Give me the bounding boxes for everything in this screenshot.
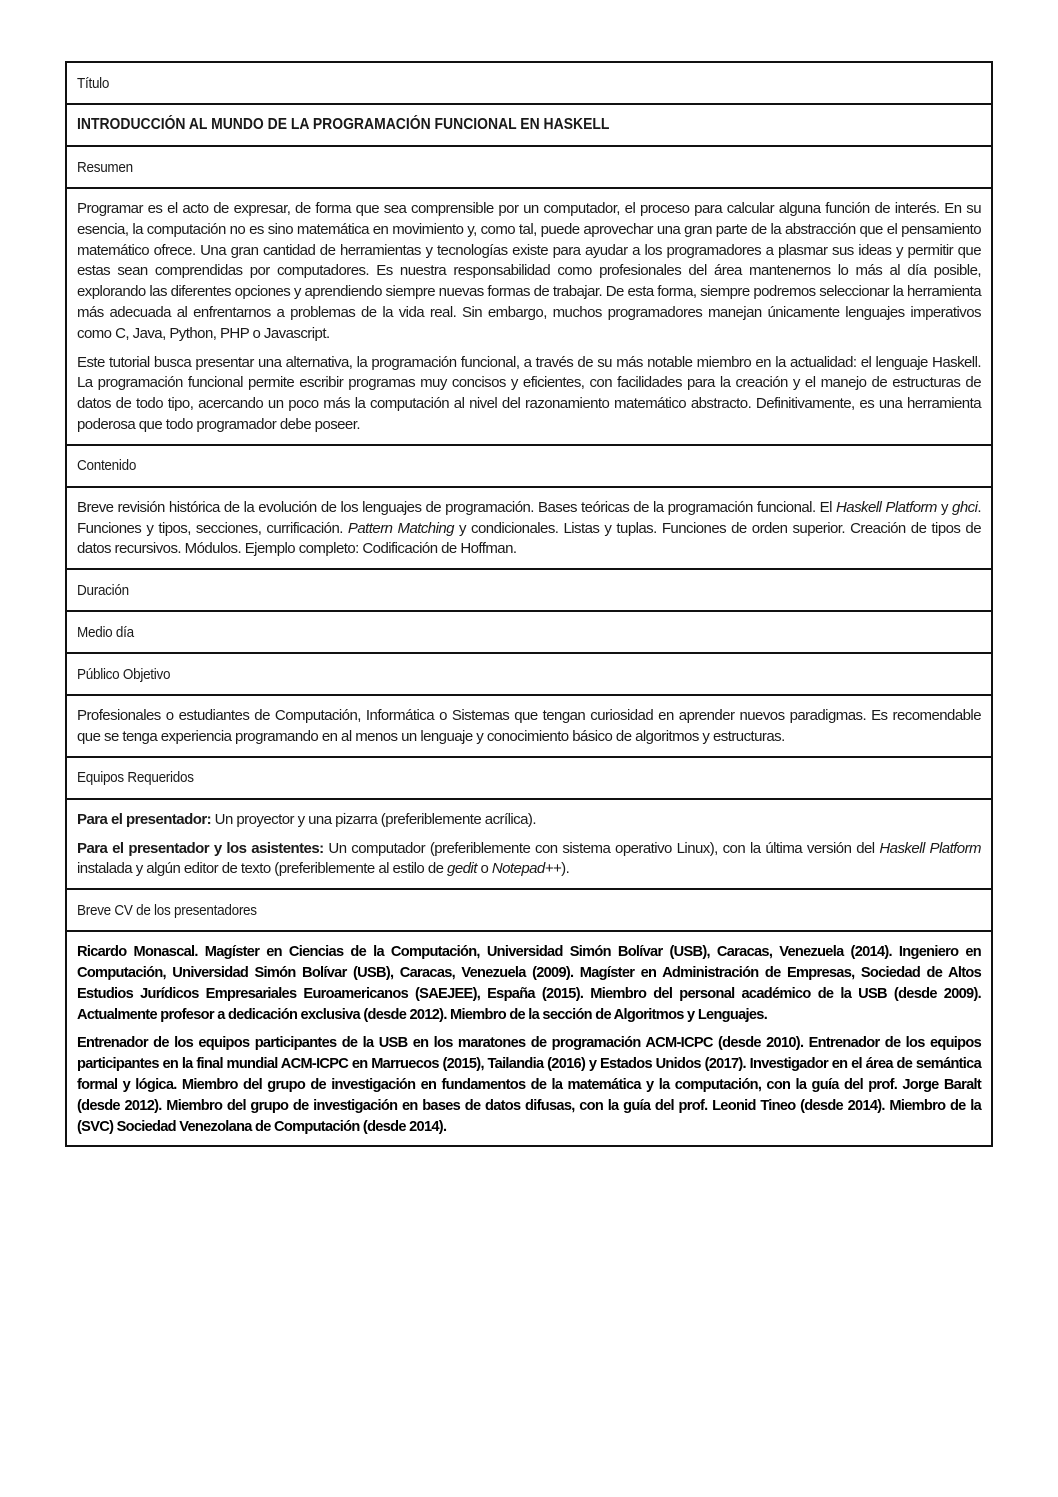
resumen-label: Resumen — [77, 158, 133, 176]
cv-paragraph: Entrenador de los equipos participantes de la USB en los maratones de programación ACM-ICPC (desde 2010). Entrenador de los equipos participantes en la final mundial ACM-ICPC en Marruecos (2015), Tailandia (2016) y Estados Unidos (2017). Investigador en el área de semántica formal y lógica. Miembro del grupo de investigación en fundamentos de la matemática y la computación, con la guía del prof. Jorge Baralt (desde 2012). Miembro del grupo de investigación en bases de datos difusas, con la guía del prof. Leonid Tineo (desde 2014). Miembro de la (SVC) Sociedad Venezolana de Computación (desde 2014). — [77, 1035, 981, 1135]
italic-term: gedit — [447, 860, 477, 878]
resumen-body — [67, 189, 991, 446]
contenido-body — [67, 488, 991, 570]
text-segment: y — [936, 498, 953, 516]
presenter-name: Ricardo Monascal — [77, 944, 195, 961]
bold-label: Para el presentador: — [77, 810, 212, 828]
italic-term: Haskell Platform — [879, 839, 981, 857]
text-segment: ). — [561, 860, 570, 878]
proposal-form-table — [65, 61, 993, 1147]
italic-term: Notepad++ — [491, 860, 562, 878]
titulo-label: Título — [77, 74, 110, 92]
italic-term: Pattern Matching — [347, 519, 454, 537]
text-segment: . Magíster en Ciencias de la Computación, Universidad Simón Bolívar (USB), Caracas, Venezuela (2014). Ingeniero en Computación, Universidad Simón Bolívar (USB), Caracas, Venezuela (2009). Magíster en Administración de Empresas, Sociedad de Altos Estudios Jurídicos Empresariales Euroamericanos (SAEJEE), España (2015). Miembro del personal académico de la USB (desde 2009). Actualmente profesor a dedicación exclusiva (desde 2012). Miembro de la sección de Algoritmos y Lenguajes. — [77, 944, 981, 1023]
equipos-asistentes — [77, 839, 981, 881]
cv-paragraph — [77, 942, 981, 1025]
duracion-label: Duración — [77, 581, 129, 599]
text-segment: o — [476, 860, 492, 878]
text-segment: y condicionales. Listas y tuplas. Funciones de orden superior. Creación de tipos de datos recursivos. Módulos. Ejemplo completo: Codificación de Hoffman. — [77, 519, 981, 558]
italic-term: Haskell Platform — [836, 498, 937, 516]
duracion-value-row — [67, 612, 991, 654]
bold-label: Para el presentador y los asistentes: — [77, 839, 324, 857]
publico-body — [67, 696, 991, 758]
resumen-label-row — [67, 147, 991, 189]
resumen-paragraph: Programar es el acto de expresar, de forma que sea comprensible por un computador, el proceso para calcular alguna función de interés. En su esencia, la computación no es sino matemática en movimiento y, como tal, puede aprovechar una gran parte de la abstracción que el pensamiento matemático ofrece. Una gran cantidad de herramientas y tecnologías existe para ayudar a los programadores a plasmar sus ideas y permitir que estas sean comprendidas por computadores. Es nuestra responsabilidad como profesionales del área mantenernos lo más al día posible, explorando las diferentes opciones y aprendiendo siempre nuevas formas de trabajar. De esta forma, siempre podremos seleccionar la herramienta más adecuada al enfrentarnos a problemas de la vida real. Sin embargo, muchos programadores manejan únicamente lenguajes imperativos como C, Java, Python, PHP o Javascript. — [77, 200, 981, 342]
text-segment: Un proyector y una pizarra (preferiblemente acrílica). — [211, 810, 536, 828]
cv-label: Breve CV de los presentadores — [77, 901, 257, 919]
contenido-label: Contenido — [77, 457, 137, 475]
duracion-label-row — [67, 570, 991, 612]
publico-label-row — [67, 654, 991, 696]
contenido-paragraph — [77, 498, 981, 560]
publico-paragraph: Profesionales o estudiantes de Computación, Informática o Sistemas que tengan curiosidad en aprender nuevos paradigmas. Es recomendable que se tenga experiencia programando en al menos un lenguaje y conocimiento básico de algoritmos y estructuras. — [77, 707, 981, 745]
titulo-value-row — [67, 105, 991, 147]
text-segment: instalada y algún editor de texto (preferiblemente al estilo de — [77, 860, 448, 878]
resumen-paragraph: Este tutorial busca presentar una alternativa, la programación funcional, a través de su más notable miembro en la actualidad: el lenguaje Haskell. La programación funcional permite escribir programas muy concisos y eficientes, con facilidades para la creación y el manejo de estructuras de datos de todo tipo, acercando un poco más la computación al nivel del razonamiento matemático abstracto. Definitivamente, es una herramienta poderosa que todo programador debe poseer. — [77, 353, 981, 433]
equipos-body — [67, 800, 991, 890]
cv-body — [67, 932, 991, 1145]
text-segment: Un computador (preferiblemente con sistema operativo Linux), con la última versión del — [323, 839, 880, 857]
equipos-label: Equipos Requeridos — [77, 769, 194, 787]
equipos-label-row — [67, 758, 991, 800]
document-title: INTRODUCCIÓN AL MUNDO DE LA PROGRAMACIÓN FUNCIONAL EN HASKELL — [77, 116, 610, 133]
contenido-label-row — [67, 446, 991, 488]
publico-label: Público Objetivo — [77, 665, 171, 683]
equipos-presentador — [77, 810, 981, 831]
titulo-label-row — [67, 63, 991, 105]
text-segment: . Funciones y tipos, secciones, currificación. — [77, 498, 981, 537]
duracion-value: Medio día — [77, 623, 134, 641]
italic-term: ghci — [952, 498, 978, 516]
text-segment: Breve revisión histórica de la evolución de los lenguajes de programación. Bases teóricas de la programación funcional. El — [77, 498, 836, 516]
cv-label-row — [67, 890, 991, 932]
